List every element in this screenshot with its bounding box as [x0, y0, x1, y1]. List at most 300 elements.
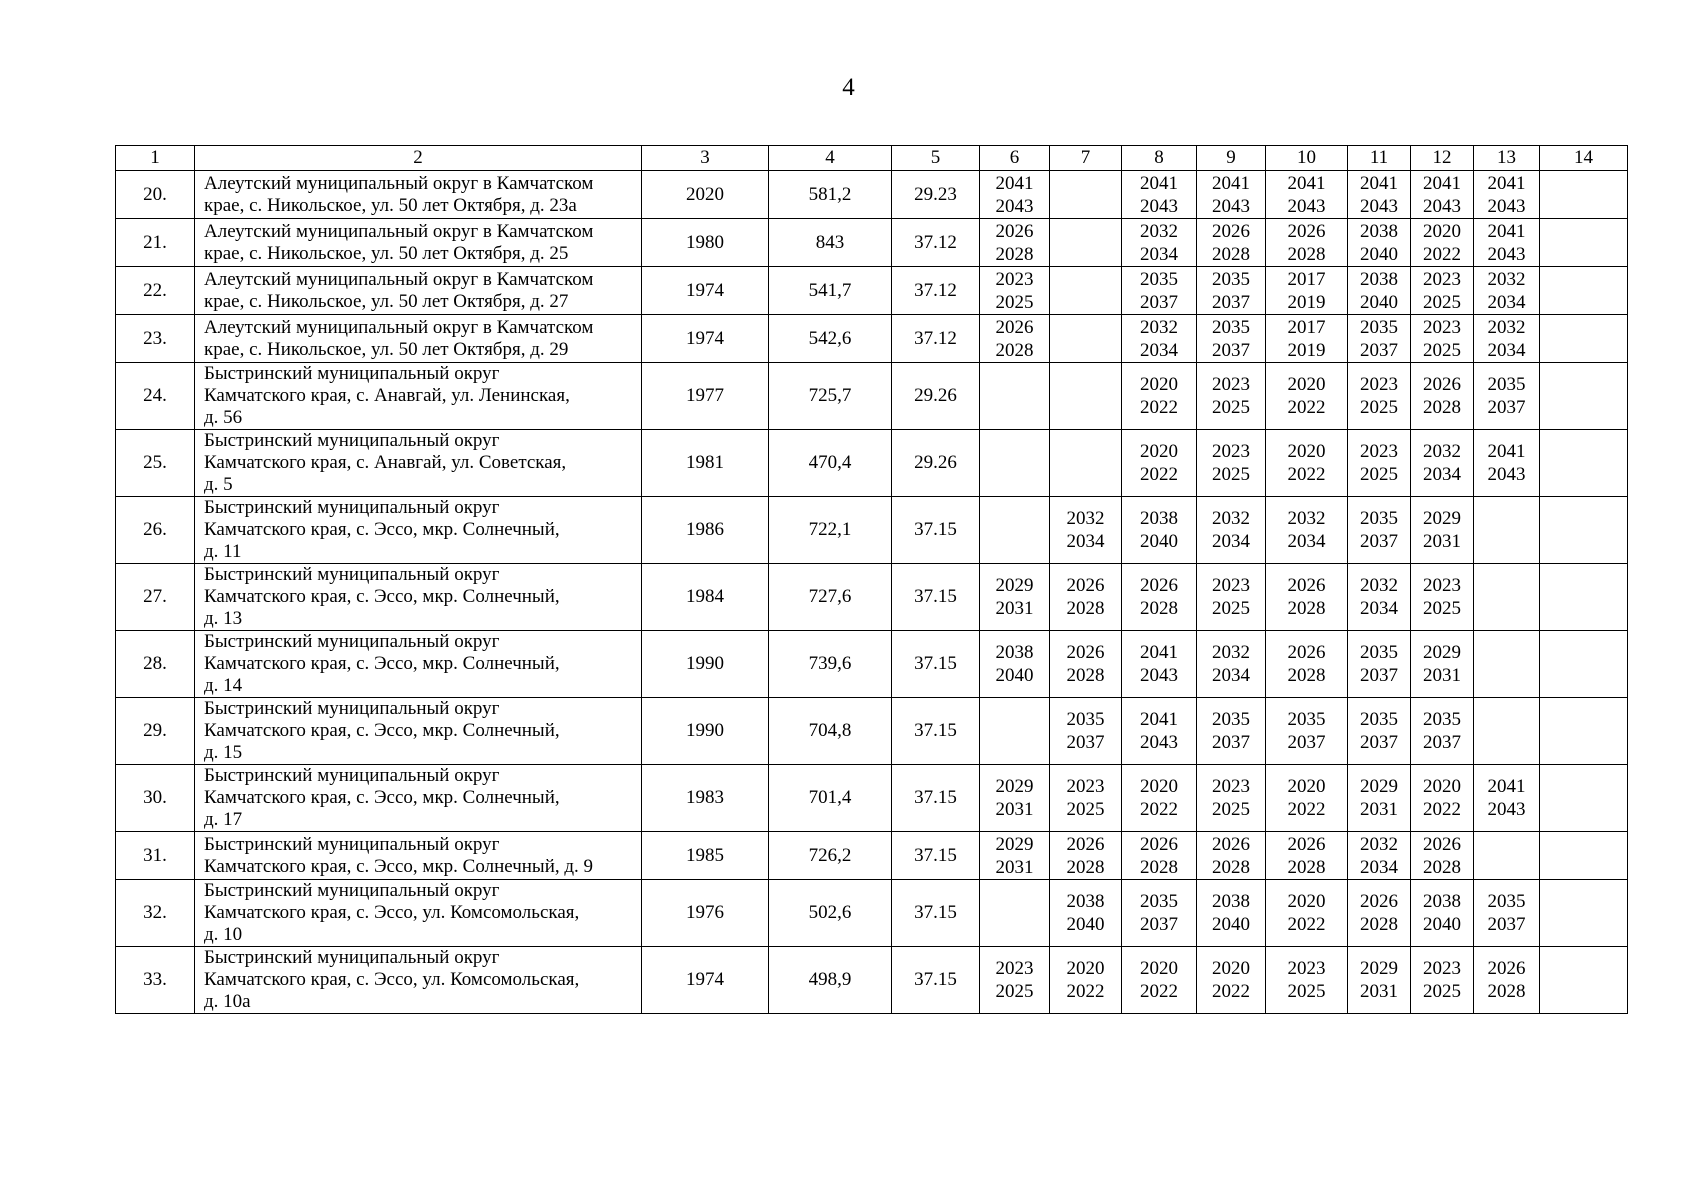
period-end-year: 2028	[1287, 856, 1326, 878]
period-start-year: 2020	[1140, 374, 1178, 395]
period-cell	[1474, 698, 1540, 765]
period-cell	[1122, 765, 1197, 832]
period-end-year: 2025	[995, 291, 1034, 313]
period-start-year: 2023	[1423, 316, 1461, 338]
address-cell	[195, 430, 642, 497]
period-start-year: 2032	[1140, 316, 1178, 338]
year-built-cell: 1985	[642, 832, 769, 880]
period-start-year: 2038	[1066, 891, 1105, 912]
period-end-year: 2028	[1140, 856, 1178, 878]
period-cell	[1411, 430, 1474, 497]
period-cell	[1266, 631, 1348, 698]
table-body	[116, 171, 1628, 1014]
period-end-year: 2028	[1066, 665, 1105, 686]
period-cell	[1197, 832, 1266, 880]
period-cell	[1122, 947, 1197, 1014]
column-header: 12	[1411, 146, 1474, 171]
period-cell	[1411, 315, 1474, 363]
period-end-year: 2028	[1423, 397, 1461, 418]
period-cell	[1050, 698, 1122, 765]
period-end-year: 2043	[1140, 195, 1178, 217]
address-line: Камчатского края, с. Эссо, мкр. Солнечный, д. 9	[204, 855, 594, 877]
period-cell	[980, 497, 1050, 564]
address-line: д. 14	[204, 675, 243, 696]
period-start-year: 2026	[1066, 642, 1105, 663]
period-cell	[1197, 880, 1266, 947]
period-start-year: 2035	[1212, 709, 1250, 730]
period-cell	[1050, 765, 1122, 832]
period-end-year: 2028	[1287, 243, 1326, 265]
period-cell	[1411, 880, 1474, 947]
period-end-year: 2022	[1140, 397, 1178, 418]
period-start-year: 2026	[1423, 833, 1461, 855]
address-line: крае, с. Никольское, ул. 50 лет Октября, д. 25	[204, 242, 569, 264]
period-cell	[1197, 363, 1266, 430]
year-built-cell: 1990	[642, 698, 769, 765]
period-end-year: 2037	[1487, 914, 1526, 935]
address-line: Алеутский муниципальный округ в Камчатском	[204, 172, 594, 194]
address-line: Камчатского края, с. Анавгай, ул. Советская,	[204, 452, 567, 473]
period-start-year: 2032	[1140, 220, 1178, 242]
period-cell	[980, 880, 1050, 947]
period-end-year: 2043	[1212, 195, 1250, 217]
period-end-year: 2031	[995, 799, 1034, 820]
note-cell	[1540, 880, 1628, 947]
period-cell	[1122, 564, 1197, 631]
period-cell	[1474, 267, 1540, 315]
address-line: д. 17	[204, 809, 243, 830]
note-cell	[1540, 631, 1628, 698]
period-start-year: 2032	[1212, 642, 1250, 663]
address-line: Алеутский муниципальный округ в Камчатском	[204, 220, 594, 242]
period-end-year: 2022	[1423, 799, 1461, 820]
period-cell	[980, 363, 1050, 430]
period-cell	[1411, 564, 1474, 631]
period-end-year: 2022	[1287, 799, 1326, 820]
area-cell: 581,2	[769, 171, 892, 219]
row-number-cell: 28.	[116, 631, 195, 698]
address-cell	[195, 315, 642, 363]
period-cell	[1348, 564, 1411, 631]
period-cell	[1348, 832, 1411, 880]
period-cell	[1474, 219, 1540, 267]
period-start-year: 2023	[1360, 441, 1398, 462]
period-end-year: 2037	[1140, 291, 1178, 313]
period-cell	[1348, 631, 1411, 698]
column-header: 8	[1122, 146, 1197, 171]
note-cell	[1540, 315, 1628, 363]
period-start-year: 2026	[1423, 374, 1461, 395]
period-cell	[1266, 947, 1348, 1014]
period-start-year: 2020	[1212, 958, 1250, 979]
address-line: Быстринский муниципальный округ	[204, 363, 500, 384]
period-cell	[1411, 267, 1474, 315]
area-cell: 470,4	[769, 430, 892, 497]
note-cell	[1540, 497, 1628, 564]
period-start-year: 2041	[1287, 172, 1326, 194]
period-cell	[1411, 947, 1474, 1014]
period-start-year: 2041	[1140, 642, 1178, 663]
period-end-year: 2037	[1140, 914, 1178, 935]
address-line: Быстринский муниципальный округ	[204, 880, 500, 901]
year-built-cell: 1984	[642, 564, 769, 631]
period-cell	[1050, 564, 1122, 631]
period-cell	[1122, 315, 1197, 363]
period-end-year: 2034	[1360, 598, 1398, 619]
period-cell	[1197, 171, 1266, 219]
period-start-year: 2023	[1423, 268, 1461, 290]
year-built-cell: 1980	[642, 219, 769, 267]
period-cell	[1348, 765, 1411, 832]
address-line: Быстринский муниципальный округ	[204, 947, 500, 968]
table-row	[116, 363, 1628, 430]
period-cell	[1411, 363, 1474, 430]
period-start-year: 2032	[1066, 508, 1105, 529]
area-cell: 726,2	[769, 832, 892, 880]
period-end-year: 2022	[1287, 397, 1326, 418]
period-cell	[1050, 832, 1122, 880]
address-line: Камчатского края, с. Эссо, ул. Комсомольская,	[204, 902, 580, 923]
column-header: 5	[892, 146, 980, 171]
code-cell: 37.15	[892, 832, 980, 880]
code-cell: 37.12	[892, 315, 980, 363]
period-start-year: 2026	[1360, 891, 1398, 912]
period-end-year: 2031	[1360, 799, 1398, 820]
period-start-year: 2038	[995, 642, 1034, 663]
column-header: 2	[195, 146, 642, 171]
period-cell	[1348, 497, 1411, 564]
period-start-year: 2026	[1487, 958, 1526, 979]
period-cell	[1197, 219, 1266, 267]
address-cell	[195, 631, 642, 698]
year-built-cell: 1974	[642, 267, 769, 315]
period-end-year: 2028	[1066, 856, 1105, 878]
period-end-year: 2028	[995, 243, 1034, 265]
period-start-year: 2041	[1487, 776, 1526, 797]
period-end-year: 2040	[1212, 914, 1250, 935]
address-cell	[195, 880, 642, 947]
row-number-cell: 31.	[116, 832, 195, 880]
period-end-year: 2037	[1360, 732, 1398, 753]
area-cell: 541,7	[769, 267, 892, 315]
period-end-year: 2025	[1423, 598, 1461, 619]
period-cell	[1197, 267, 1266, 315]
table-row	[116, 631, 1628, 698]
period-end-year: 2031	[995, 856, 1034, 878]
period-end-year: 2025	[1423, 339, 1461, 361]
period-cell	[1411, 171, 1474, 219]
period-end-year: 2043	[1487, 799, 1526, 820]
code-cell: 37.12	[892, 267, 980, 315]
period-end-year: 2025	[1360, 464, 1398, 485]
period-cell	[1266, 832, 1348, 880]
period-end-year: 2037	[1360, 339, 1398, 361]
code-cell: 37.15	[892, 698, 980, 765]
period-cell	[1411, 765, 1474, 832]
code-cell: 29.26	[892, 430, 980, 497]
period-cell	[1474, 430, 1540, 497]
period-cell	[980, 832, 1050, 880]
period-cell	[1122, 832, 1197, 880]
period-cell	[1197, 564, 1266, 631]
period-cell	[1266, 219, 1348, 267]
period-end-year: 2028	[1423, 856, 1461, 878]
period-end-year: 2037	[1212, 291, 1250, 313]
period-start-year: 2020	[1140, 441, 1178, 462]
period-end-year: 2022	[1423, 243, 1461, 265]
note-cell	[1540, 171, 1628, 219]
period-cell	[1474, 631, 1540, 698]
period-end-year: 2040	[1066, 914, 1105, 935]
period-cell	[1266, 315, 1348, 363]
period-end-year: 2037	[1066, 732, 1105, 753]
table-row	[116, 497, 1628, 564]
period-cell	[1050, 171, 1122, 219]
period-cell	[1474, 497, 1540, 564]
period-end-year: 2019	[1287, 291, 1326, 313]
code-cell: 37.15	[892, 631, 980, 698]
period-cell	[1474, 765, 1540, 832]
period-cell	[1050, 947, 1122, 1014]
address-line: Быстринский муниципальный округ	[204, 564, 500, 585]
row-number-cell: 25.	[116, 430, 195, 497]
row-number-cell: 29.	[116, 698, 195, 765]
address-line: д. 15	[204, 742, 243, 763]
period-end-year: 2040	[995, 665, 1034, 686]
period-cell	[1122, 497, 1197, 564]
period-start-year: 2035	[1287, 709, 1326, 730]
area-cell: 739,6	[769, 631, 892, 698]
address-line: Быстринский муниципальный округ	[204, 631, 500, 652]
period-start-year: 2035	[1140, 268, 1178, 290]
period-start-year: 2035	[1066, 709, 1105, 730]
period-start-year: 2023	[1212, 575, 1250, 596]
table-row	[116, 947, 1628, 1014]
period-end-year: 2025	[995, 981, 1034, 1002]
code-cell: 37.15	[892, 497, 980, 564]
area-cell: 498,9	[769, 947, 892, 1014]
period-cell	[980, 765, 1050, 832]
address-line: Быстринский муниципальный округ	[204, 698, 500, 719]
period-end-year: 2022	[1140, 799, 1178, 820]
row-number-cell: 23.	[116, 315, 195, 363]
period-start-year: 2023	[1066, 776, 1105, 797]
code-cell: 37.15	[892, 880, 980, 947]
period-cell	[1122, 267, 1197, 315]
period-end-year: 2037	[1360, 531, 1398, 552]
period-end-year: 2019	[1287, 339, 1326, 361]
period-cell	[980, 267, 1050, 315]
period-start-year: 2035	[1212, 316, 1250, 338]
row-number-cell: 20.	[116, 171, 195, 219]
period-start-year: 2023	[1423, 575, 1461, 596]
address-cell	[195, 765, 642, 832]
period-cell	[1122, 430, 1197, 497]
period-end-year: 2037	[1360, 665, 1398, 686]
period-start-year: 2026	[995, 316, 1034, 338]
period-start-year: 2020	[1066, 958, 1105, 979]
period-start-year: 2026	[1066, 575, 1105, 596]
address-line: Быстринский муниципальный округ	[204, 833, 500, 855]
year-built-cell: 2020	[642, 171, 769, 219]
period-start-year: 2026	[1287, 220, 1326, 242]
period-start-year: 2032	[1487, 268, 1526, 290]
period-start-year: 2035	[1140, 891, 1178, 912]
column-header: 9	[1197, 146, 1266, 171]
address-line: Камчатского края, с. Эссо, мкр. Солнечный,	[204, 720, 560, 741]
period-end-year: 2025	[1423, 981, 1461, 1002]
period-end-year: 2028	[1066, 598, 1105, 619]
code-cell: 29.23	[892, 171, 980, 219]
period-end-year: 2028	[995, 339, 1034, 361]
period-cell	[1266, 497, 1348, 564]
period-start-year: 2017	[1287, 268, 1326, 290]
period-start-year: 2038	[1140, 508, 1178, 529]
period-cell	[1122, 631, 1197, 698]
period-end-year: 2028	[1487, 981, 1526, 1002]
period-cell	[1050, 363, 1122, 430]
address-line: д. 13	[204, 608, 243, 629]
period-end-year: 2034	[1487, 339, 1526, 361]
period-end-year: 2043	[1423, 195, 1461, 217]
period-end-year: 2034	[1487, 291, 1526, 313]
period-start-year: 2041	[1212, 172, 1250, 194]
period-start-year: 2029	[1423, 508, 1461, 529]
period-end-year: 2022	[1140, 981, 1178, 1002]
note-cell	[1540, 363, 1628, 430]
period-end-year: 2025	[1212, 464, 1250, 485]
address-cell	[195, 564, 642, 631]
area-cell: 701,4	[769, 765, 892, 832]
period-end-year: 2022	[1066, 981, 1105, 1002]
area-cell: 725,7	[769, 363, 892, 430]
row-number-cell: 24.	[116, 363, 195, 430]
code-cell: 37.12	[892, 219, 980, 267]
period-cell	[1050, 880, 1122, 947]
period-cell	[1411, 497, 1474, 564]
note-cell	[1540, 832, 1628, 880]
column-header: 7	[1050, 146, 1122, 171]
period-start-year: 2035	[1212, 268, 1250, 290]
period-end-year: 2034	[1423, 464, 1461, 485]
table-row	[116, 267, 1628, 315]
period-start-year: 2041	[1487, 220, 1526, 242]
address-line: Камчатского края, с. Эссо, ул. Комсомольская,	[204, 969, 580, 990]
period-start-year: 2026	[1212, 833, 1250, 855]
period-start-year: 2041	[1423, 172, 1461, 194]
period-start-year: 2023	[1212, 441, 1250, 462]
header-row	[116, 146, 1628, 171]
period-start-year: 2041	[1487, 441, 1526, 462]
period-end-year: 2034	[1212, 531, 1250, 552]
period-end-year: 2022	[1212, 981, 1250, 1002]
period-cell	[1348, 219, 1411, 267]
period-end-year: 2043	[1287, 195, 1326, 217]
period-end-year: 2043	[1360, 195, 1398, 217]
column-header: 10	[1266, 146, 1348, 171]
period-cell	[980, 947, 1050, 1014]
period-cell	[1411, 219, 1474, 267]
period-cell	[1474, 171, 1540, 219]
period-end-year: 2043	[1140, 665, 1178, 686]
address-line: Алеутский муниципальный округ в Камчатском	[204, 316, 594, 338]
note-cell	[1540, 765, 1628, 832]
note-cell	[1540, 947, 1628, 1014]
column-header: 11	[1348, 146, 1411, 171]
table-row	[116, 564, 1628, 631]
code-cell: 37.15	[892, 564, 980, 631]
row-number-cell: 27.	[116, 564, 195, 631]
period-end-year: 2025	[1066, 799, 1105, 820]
address-line: д. 10а	[204, 991, 251, 1012]
period-cell	[980, 430, 1050, 497]
period-start-year: 2035	[1487, 891, 1526, 912]
period-start-year: 2035	[1423, 709, 1461, 730]
address-cell	[195, 832, 642, 880]
period-end-year: 2028	[1212, 856, 1250, 878]
period-start-year: 2032	[1423, 441, 1461, 462]
note-cell	[1540, 219, 1628, 267]
address-line: д. 10	[204, 924, 243, 945]
period-end-year: 2031	[1423, 531, 1461, 552]
period-cell	[1348, 698, 1411, 765]
period-start-year: 2020	[1423, 220, 1461, 242]
area-cell: 722,1	[769, 497, 892, 564]
address-cell	[195, 497, 642, 564]
row-number-cell: 22.	[116, 267, 195, 315]
period-start-year: 2020	[1140, 776, 1178, 797]
period-start-year: 2029	[995, 833, 1034, 855]
period-start-year: 2032	[1360, 833, 1398, 855]
period-cell	[1348, 880, 1411, 947]
period-cell	[1474, 363, 1540, 430]
column-header: 4	[769, 146, 892, 171]
address-line: Алеутский муниципальный округ в Камчатском	[204, 268, 594, 290]
period-start-year: 2023	[1287, 958, 1326, 979]
row-number-cell: 21.	[116, 219, 195, 267]
period-end-year: 2043	[1140, 732, 1178, 753]
period-start-year: 2041	[1360, 172, 1398, 194]
period-cell	[1050, 631, 1122, 698]
address-line: д. 5	[204, 474, 233, 495]
period-cell	[1266, 363, 1348, 430]
area-cell: 502,6	[769, 880, 892, 947]
page-number: 4	[842, 74, 855, 101]
period-end-year: 2031	[995, 598, 1034, 619]
table-row	[116, 698, 1628, 765]
period-start-year: 2038	[1360, 220, 1398, 242]
period-start-year: 2029	[1360, 958, 1398, 979]
period-end-year: 2043	[1487, 195, 1526, 217]
period-cell	[1197, 765, 1266, 832]
period-end-year: 2034	[1140, 339, 1178, 361]
period-cell	[1197, 315, 1266, 363]
period-start-year: 2026	[1287, 642, 1326, 663]
period-end-year: 2028	[1212, 243, 1250, 265]
year-built-cell: 1990	[642, 631, 769, 698]
period-cell	[980, 171, 1050, 219]
period-start-year: 2026	[1140, 575, 1178, 596]
table-row	[116, 430, 1628, 497]
row-number-cell: 32.	[116, 880, 195, 947]
period-end-year: 2025	[1287, 981, 1326, 1002]
row-number-cell: 33.	[116, 947, 195, 1014]
address-line: Камчатского края, с. Эссо, мкр. Солнечный,	[204, 519, 560, 540]
period-start-year: 2026	[1287, 833, 1326, 855]
period-start-year: 2020	[1287, 374, 1326, 395]
note-cell	[1540, 267, 1628, 315]
period-end-year: 2043	[1487, 464, 1526, 485]
